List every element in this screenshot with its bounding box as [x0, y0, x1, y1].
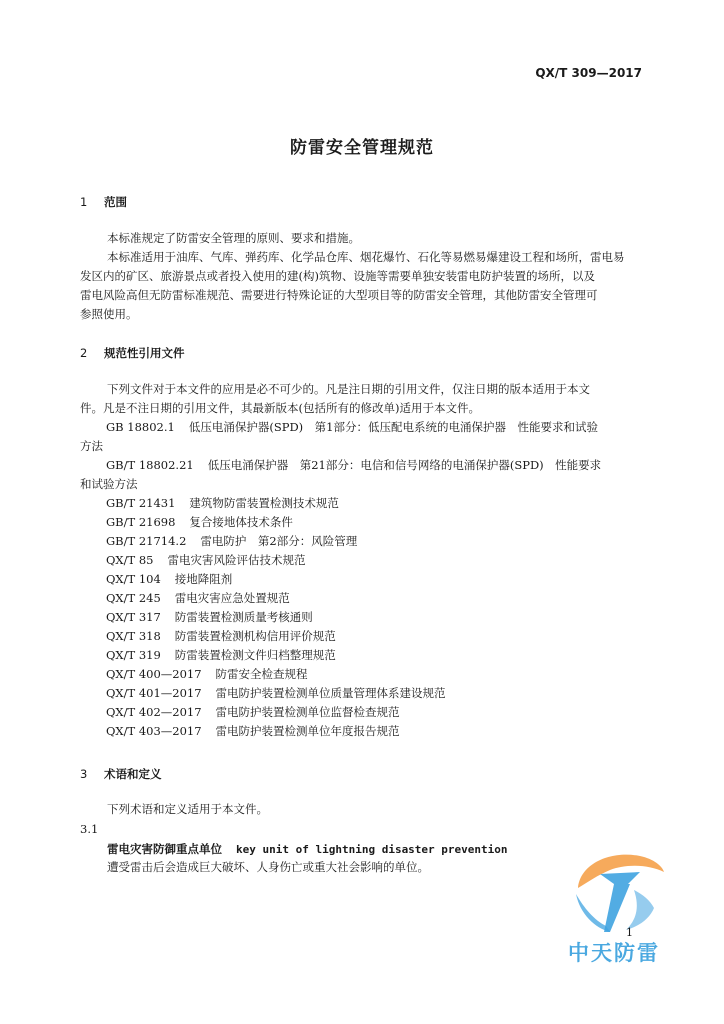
reference-title: 防雷装置检测文件归档整理规范: [174, 648, 336, 662]
reference-title: 复合接地体技术条件: [189, 515, 293, 529]
paragraph-line: 发区内的矿区、旅游景点或者投入使用的建(构)筑物、设施等需要单独安装雷电防护装置的场所，以及: [80, 269, 595, 283]
section-number: 2: [80, 346, 88, 360]
term-name-cn: 雷电灾害防御重点单位: [107, 842, 222, 856]
reference-code: QX/T 85: [106, 553, 154, 567]
reference-item: [106, 703, 400, 722]
paragraph-line: 下列文件对于本文件的应用是必不可少的。凡是注日期的引用文件，仅注日期的版本适用于本文: [107, 382, 590, 396]
reference-continuation: 方法: [80, 439, 103, 453]
reference-code: GB/T 18802.21: [106, 458, 194, 472]
reference-item: [106, 551, 305, 570]
reference-title: 雷电防护装置检测单位年度报告规范: [215, 724, 400, 738]
paragraph-line: 参照使用。: [80, 307, 138, 321]
reference-title: 防雷安全检查规程: [215, 667, 308, 681]
reference-code: QX/T 402—2017: [106, 705, 202, 719]
reference-code: QX/T 317: [106, 610, 161, 624]
reference-title: 雷电防护装置检测单位质量管理体系建设规范: [215, 686, 446, 700]
term-name-en: key unit of lightning disaster prevention: [236, 843, 508, 856]
paragraph-line: 雷电风险高但无防雷标准规范、需要进行特殊论证的大型项目等的防雷安全管理，其他防雷安全管理可: [80, 288, 598, 302]
page-number: 1: [626, 926, 633, 939]
reference-title: 低压电涌保护器 第21部分：电信和信号网络的电涌保护器(SPD) 性能要求: [207, 458, 602, 472]
reference-code: QX/T 403—2017: [106, 724, 202, 738]
term-definition: 遭受雷击后会造成巨大破坏、人身伤亡或重大社会影响的单位。: [107, 860, 429, 874]
reference-title: 低压电涌保护器(SPD) 第1部分：低压配电系统的电涌保护器 性能要求和试验: [188, 420, 598, 434]
reference-title: 雷电防护装置检测单位监督检查规范: [215, 705, 400, 719]
reference-item: [106, 456, 601, 475]
reference-item: [106, 684, 446, 703]
reference-item: [106, 722, 400, 741]
reference-continuation: 和试验方法: [80, 477, 138, 491]
reference-title: 雷电防护 第2部分：风险管理: [200, 534, 358, 548]
section-number: 3: [80, 767, 88, 781]
reference-item: [106, 608, 313, 627]
reference-item: [106, 570, 232, 589]
reference-item: [106, 513, 293, 532]
reference-item: [106, 532, 357, 551]
reference-item: [106, 589, 290, 608]
standard-code: QX/T 309—2017: [535, 66, 642, 80]
reference-title: 防雷装置检测机构信用评价规范: [174, 629, 336, 643]
section-3-heading: [80, 766, 162, 782]
reference-title: 雷电灾害风险评估技术规范: [167, 553, 306, 567]
reference-title: 防雷装置检测质量考核通则: [174, 610, 313, 624]
section-title: 范围: [104, 195, 127, 209]
reference-code: GB/T 21714.2: [106, 534, 187, 548]
reference-title: 建筑物防雷装置检测技术规范: [189, 496, 339, 510]
paragraph-line: 下列术语和定义适用于本文件。: [107, 802, 268, 816]
reference-code: GB 18802.1: [106, 420, 175, 434]
paragraph-line: 件。凡是不注日期的引用文件，其最新版本(包括所有的修改单)适用于本文件。: [80, 401, 480, 415]
brand-logo-icon: [570, 844, 670, 934]
reference-code: QX/T 104: [106, 572, 161, 586]
reference-code: GB/T 21698: [106, 515, 176, 529]
page-title: 防雷安全管理规范: [290, 138, 434, 158]
reference-title: 接地降阻剂: [174, 572, 233, 586]
paragraph-line: 本标准适用于油库、气库、弹药库、化学品仓库、烟花爆竹、石化等易燃易爆建设工程和场所，雷电易: [107, 250, 625, 264]
reference-code: QX/T 319: [106, 648, 161, 662]
reference-title: 雷电灾害应急处置规范: [174, 591, 290, 605]
reference-code: QX/T 401—2017: [106, 686, 202, 700]
paragraph-line: 本标准规定了防雷安全管理的原则、要求和措施。: [107, 231, 360, 245]
reference-item: [106, 418, 598, 437]
reference-item: [106, 627, 336, 646]
brand-watermark-text: 中天防雷: [568, 941, 660, 965]
reference-code: GB/T 21431: [106, 496, 176, 510]
section-title: 规范性引用文件: [104, 346, 185, 360]
term-number: 3.1: [80, 822, 99, 836]
reference-item: [106, 646, 336, 665]
section-1-heading: [80, 194, 127, 210]
reference-item: [106, 494, 339, 513]
reference-code: QX/T 318: [106, 629, 161, 643]
section-2-heading: [80, 345, 185, 361]
reference-code: QX/T 245: [106, 591, 161, 605]
reference-item: [106, 665, 308, 684]
section-number: 1: [80, 195, 88, 209]
reference-code: QX/T 400—2017: [106, 667, 202, 681]
section-title: 术语和定义: [104, 767, 162, 781]
term-heading: [107, 841, 508, 857]
